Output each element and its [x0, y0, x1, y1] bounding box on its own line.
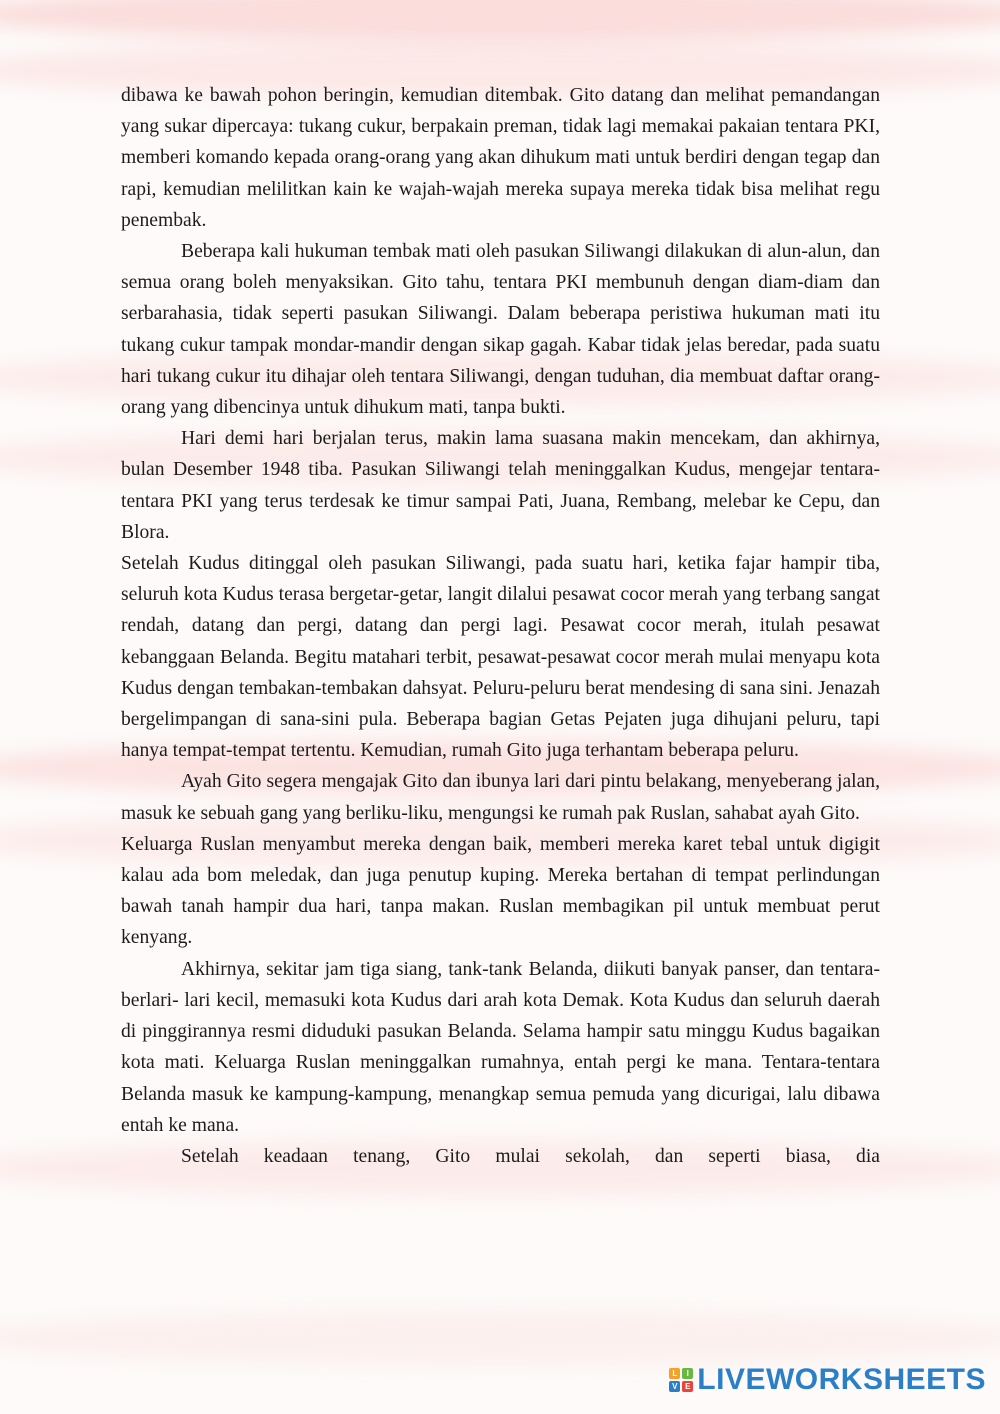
- decorative-brush-stroke: [0, 1310, 1000, 1366]
- paragraph-3: Hari demi hari berjalan terus, makin lama suasana makin mencekam, dan akhirnya, bulan Desember 1948 tiba. Pasukan Siliwangi telah meninggalkan Kudus, mengejar tentara-tentara PKI yang terus terdesak ke timur sampai Pati, Juana, Rembang, melebar ke Cepu, dan Blora.: [121, 428, 880, 543]
- logo-letter: L: [669, 1368, 680, 1379]
- paragraph-5: Ayah Gito segera mengajak Gito dan ibunya lari dari pintu belakang, menyeberang jalan, masuk ke sebuah gang yang berliku-liku, mengungsi ke rumah pak Ruslan, sahabat ayah Gito.: [121, 771, 880, 824]
- logo-letter: E: [682, 1381, 693, 1392]
- decorative-brush-stroke: [0, 0, 1000, 42]
- logo-letter: I: [682, 1368, 693, 1379]
- brand-name: LIVEWORKSHEETS: [697, 1363, 986, 1396]
- paragraph-2: Beberapa kali hukuman tembak mati oleh pasukan Siliwangi dilakukan di alun-alun, dan semua orang boleh menyaksikan. Gito tahu, tentara PKI membunuh dengan diam-diam dan serbarahasia, tidak seperti pasukan Siliwangi. Dalam beberapa peristiwa hukuman mati itu tukang cukur tampak mondar-mandir dengan sikap gagah. Kabar tidak jelas beredar, pada suatu hari tukang cukur itu dihajar oleh tentara Siliwangi, dengan tuduhan, dia membuat daftar orang-orang yang dibencinya untuk dihukum mati, tanpa bukti.: [121, 241, 880, 419]
- paragraph-4: Setelah Kudus ditinggal oleh pasukan Siliwangi, pada suatu hari, ketika fajar hampir tiba, seluruh kota Kudus terasa bergetar-getar, langit dilalui pesawat cocor merah yang terbang sangat rendah, datang dan pergi, datang dan pergi lagi. Pesawat cocor merah, itulah pesawat kebanggaan Belanda. Begitu matahari terbit, pesawat-pesawat cocor merah mulai menyapu kota Kudus dengan tembakan-tembakan dahsyat. Peluru-peluru berat mendesing di sana sini. Jenazah bergelimpangan di sana-sini pula. Beberapa bagian Getas Pejaten juga dihujani peluru, tapi hanya tempat-tempat tertentu. Kemudian, rumah Gito juga terhantam beberapa peluru.: [121, 553, 880, 762]
- paragraph-8: Setelah keadaan tenang, Gito mulai sekolah, dan seperti biasa, dia: [181, 1145, 880, 1167]
- paragraph-7: Akhirnya, sekitar jam tiga siang, tank-tank Belanda, diikuti banyak panser, dan tentara-berlari- lari kecil, memasuki kota Kudus dari arah kota Demak. Kota Kudus dan seluruh daerah di pinggirannya resmi diduduki pasukan Belanda. Selama hampir satu minggu Kudus bagaikan kota mati. Keluarga Ruslan meninggalkan rumahnya, entah pergi ke mana. Tentara-tentara Belanda masuk ke kampung-kampung, menangkap semua pemuda yang dicurigai, lalu dibawa entah ke mana.: [121, 958, 880, 1136]
- paragraph-1: dibawa ke bawah pohon beringin, kemudian ditembak. Gito datang dan melihat pemandangan yang sukar dipercaya: tukang cukur, berpakain preman, tidak lagi memakai pakaian tentara PKI, memberi komando kepada orang-orang yang akan dihukum mati untuk berdiri dengan tegap dan rapi, kemudian melilitkan kain ke wajah-wajah mereka supaya mereka tidak bisa melihat regu penembak.: [121, 85, 880, 231]
- story-text: [121, 80, 880, 1172]
- logo-letter: V: [669, 1381, 680, 1392]
- liveworksheets-logo-icon: [669, 1368, 693, 1392]
- liveworksheets-brand[interactable]: [669, 1360, 986, 1400]
- paragraph-6: Keluarga Ruslan menyambut mereka dengan baik, memberi mereka karet tebal untuk digigit kalau ada bom meledak, dan juga penutup kuping. Mereka bertahan di tempat perlindungan bawah tanah hampir dua hari, tanpa makan. Ruslan membagikan pil untuk membuat perut kenyang.: [121, 833, 880, 949]
